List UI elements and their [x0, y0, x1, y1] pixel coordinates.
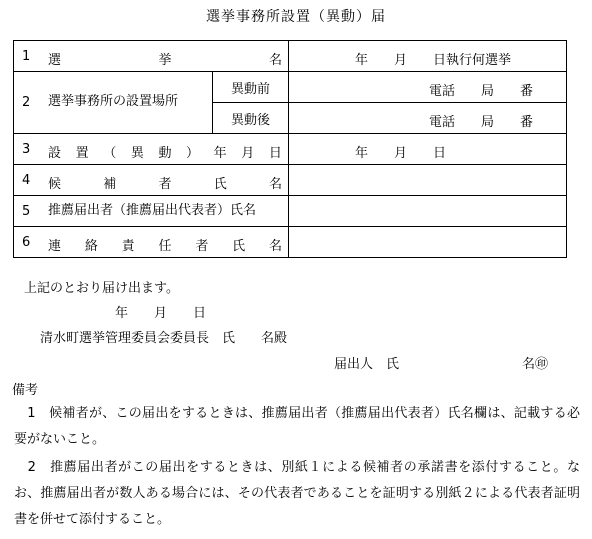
date-text: 年 月 日 [355, 146, 447, 161]
field-location-after[interactable] [289, 103, 567, 134]
label-char: 氏 [213, 177, 227, 192]
label-contact-person [14, 227, 289, 258]
spaced-label [48, 142, 282, 161]
label-char: 名 [268, 177, 282, 192]
label-char: 日 [268, 146, 282, 161]
label-char: 任 [158, 239, 172, 254]
row-number: 1 [22, 49, 31, 64]
field-candidate-name[interactable] [289, 165, 567, 196]
row-contact-person [14, 227, 567, 258]
label-setup-date [14, 134, 289, 165]
election-date-text: 年 月 日執行何選挙 [355, 53, 512, 68]
label-char: 絡 [84, 239, 98, 254]
field-contact-person[interactable] [289, 227, 567, 258]
phone-text: 電話 局 番 [429, 84, 534, 99]
label-char: 補 [103, 177, 117, 192]
label-char: 動 [158, 146, 172, 161]
field-election-name[interactable] [289, 41, 567, 72]
row-office-location-before [14, 72, 567, 103]
remarks-heading: 備考 [12, 383, 39, 398]
row-number: 5 [22, 204, 31, 219]
notice-statement: 上記のとおり届け出ます。 [24, 281, 179, 296]
row-number: 6 [22, 235, 31, 250]
row-number: 3 [22, 142, 31, 157]
label-char: 月 [241, 146, 255, 161]
label-recommender-name [14, 196, 289, 227]
row-setup-date [14, 134, 567, 165]
row-number: 2 [22, 95, 31, 110]
label-char: 連 [48, 239, 62, 254]
remark-item-1: 1 候補者が、この届出をするときは、推薦届出者（推薦届出代表者）氏名欄は、記載する必要がないこと。 [14, 406, 580, 447]
phone-text: 電話 局 番 [429, 115, 534, 130]
label-char: 年 [213, 146, 227, 161]
label-char: 置 [75, 146, 89, 161]
row-candidate-name [14, 165, 567, 196]
notice-addressee: 清水町選挙管理委員会委員長 氏 名殿 [40, 331, 288, 346]
label-char: 者 [195, 239, 209, 254]
row-recommender-name [14, 196, 567, 227]
field-recommender-name[interactable] [289, 196, 567, 227]
notice-date: 年 月 日 [115, 306, 207, 321]
label-before-change: 異動前 [213, 72, 289, 103]
remark-item-2: 2 推薦届出者がこの届出をするときは、別紙１による候補者の承諾書を添付すること。なお、推薦届出者が数人ある場合には、その代表者であることを証明する別紙２による代表者証明書を併せて添付すること。 [14, 460, 580, 527]
office-location-label: 選挙事務所の設置場所 [48, 94, 179, 109]
notice-submitter: 届出人 氏 [334, 357, 400, 372]
recommender-label: 推薦届出者（推薦届出代表者）氏名 [48, 203, 257, 218]
field-location-before[interactable] [289, 72, 567, 103]
label-char: 責 [121, 239, 135, 254]
label-election-name [14, 41, 289, 72]
label-char: 氏 [232, 239, 246, 254]
label-char: 者 [158, 177, 172, 192]
label-char: 名 [268, 53, 282, 68]
row-number: 4 [22, 173, 31, 188]
label-office-location [14, 72, 213, 134]
label-char: 挙 [158, 53, 172, 68]
label-char: 異 [130, 146, 144, 161]
row-election-name [14, 41, 567, 72]
label-char: 設 [48, 146, 62, 161]
field-setup-date[interactable] [289, 134, 567, 165]
label-char: （ [103, 146, 117, 161]
notice-seal: 名㊞ [522, 357, 549, 372]
label-candidate-name [14, 165, 289, 196]
label-char: 名 [268, 239, 282, 254]
label-char: 候 [48, 177, 62, 192]
spaced-label [48, 49, 282, 68]
label-char: 選 [48, 53, 62, 68]
label-after-change: 異動後 [213, 103, 289, 134]
spaced-label [48, 235, 282, 254]
spaced-label [48, 173, 282, 192]
form-title: 選挙事務所設置（異動）届 [206, 9, 386, 25]
label-char: ） [186, 146, 200, 161]
application-form-table [13, 40, 567, 258]
